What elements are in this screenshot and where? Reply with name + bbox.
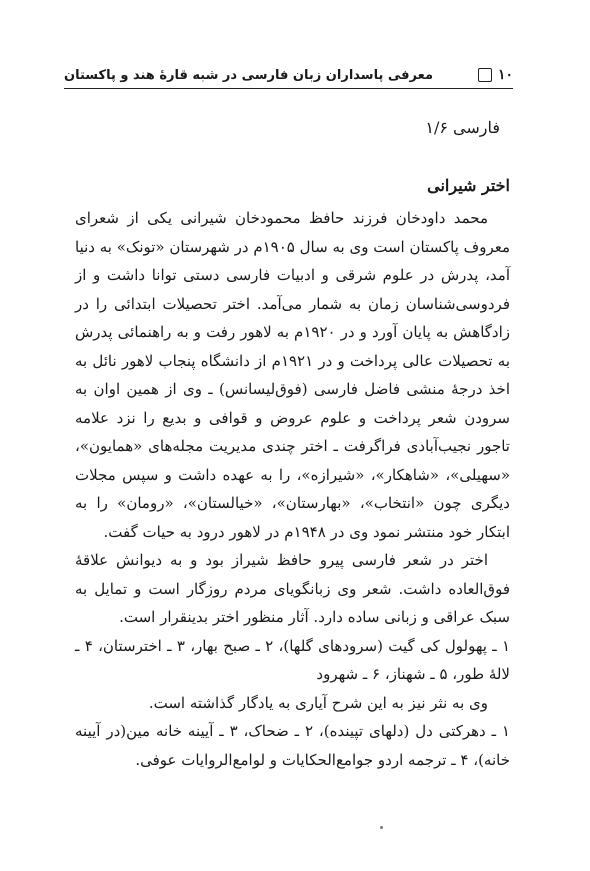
- running-title: معرفی پاسداران زبان فارسی در شبه قارهٔ هند و پاکستان: [64, 67, 434, 83]
- entry-title: اختر شیرانی: [427, 176, 510, 195]
- page-mark: [380, 826, 383, 829]
- prose-works-list: ۱ ـ دهرکتی دل (دلهای تپینده)، ۲ ـ ضحاک، ۳ ـ آیینه خانه مین(در آیینه خانه)، ۴ ـ ترجمه اردو جوامع‌الحکایات و لوامع‌الروایات عوفی.: [75, 722, 510, 769]
- prose-intro: وی به نثر نیز به این شرح آیاری به یادگار گذاشته است.: [148, 693, 488, 712]
- square-icon: [478, 68, 492, 82]
- page-header: [64, 62, 513, 89]
- page-number-group: [478, 67, 513, 83]
- entry-body: [75, 204, 510, 774]
- poetry-works-list: ۱ ـ پهولول کی گیت (سرودهای گلها)، ۲ ـ صبح بهار، ۳ ـ اخترستان، ۴ ـ لالهٔ طور، ۵ ـ شهناز، ۶ ـ شهرود: [75, 636, 510, 683]
- section-label: فارسی ۱/۶: [425, 118, 500, 137]
- page-number: ۱۰: [497, 67, 513, 83]
- paragraph-biography: محمد داودخان فرزند حافظ محمودخان شیرانی یکی از شعرای معروف پاکستان است وی به سال ۱۹۰۵م در شهرستان «تونک» به دنیا آمد، پدرش در علوم شرقی و ادبیات فارسی دستی توانا داشت و از فردوسی‌شناسان زمان به شمار می‌آمد. اختر تحصیلات ابتدائی را در زادگاهش به پایان آورد و در ۱۹۲۰م به لاهور رفت و به راهنمائی پدرش به تحصیلات عالی پرداخت و در ۱۹۲۱م از دانشگاه پنجاب لاهور نائل به اخذ درجهٔ منشی فاضل فارسی (فوق‌لیسانس) ـ وی از همین اوان به سرودن شعر پرداخت و علوم عروض و قوافی و بدیع را نزد علامه تاجور نجیب‌آبادی فراگرفت ـ اختر چندی مدیریت مجله‌های «همایون»، «سهیلی»، «شاهکار»، «شیرازه»، را به عهده داشت و سپس مجلات دیگری چون «انتخاب»، «بهارستان»، «خیالستان»، «رومان» را به ابتکار خود منتشر نمود وی در ۱۹۴۸م در لاهور درود به حیات گفت.: [75, 209, 511, 541]
- paragraph-style: اختر در شعر فارسی پیرو حافظ شیراز بود و به دیوانش علاقهٔ فوق‌العاده داشت. شعر وی زبانگویای مردم روزگار است و تمایل به سبک عراقی و زبانی ساده دارد. آثار منظور اختر بدینقرار است.: [75, 551, 510, 626]
